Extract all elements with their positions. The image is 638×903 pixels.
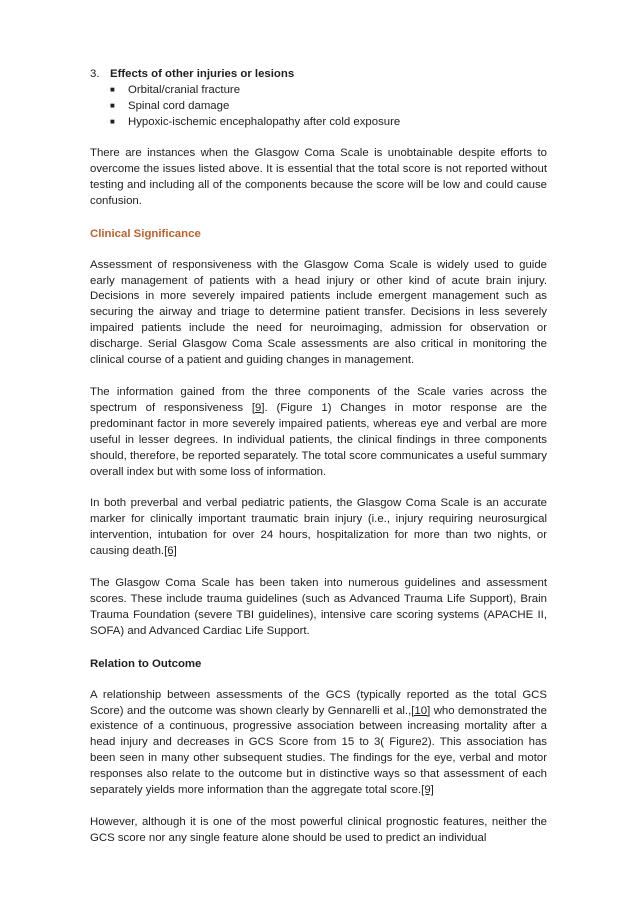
citation-link[interactable]: [10] (411, 704, 431, 717)
citation-link[interactable]: [9] (251, 401, 265, 414)
paragraph-assessment: Assessment of responsiveness with the Glasgow Coma Scale is widely used to guide early management of patients with a head injury or other kind of acute brain injury. Decisions in more severely impaired patients include emergent management such as securing the airway and triage to determine patient transfer. Decisions in less severely impaired patients include the need for neuroimaging, admission for observation or discharge. Serial Glasgow Coma Scale assessments are also critical in monitoring the clinical course of a patient and guiding changes in management. (90, 258, 547, 367)
square-bullet-icon: ■ (110, 85, 115, 94)
clinical-significance-heading: Clinical Significance (90, 227, 201, 240)
list-item-text: Spinal cord damage (128, 100, 230, 112)
paragraph-text: The information gained from the three components of the Scale varies across the spectrum of responsiveness (90, 385, 547, 414)
relation-to-outcome-heading: Relation to Outcome (90, 657, 202, 670)
list-item-text: Orbital/cranial fracture (128, 84, 241, 96)
numbered-list-heading (90, 66, 547, 82)
square-bullet-icon: ■ (110, 117, 115, 126)
paragraph-unobtainable: There are instances when the Glasgow Coma Scale is unobtainable despite efforts to overcome the issues listed above. It is essential that the total score is not reported without testing and including all of the components because the score will be low and could cause confusion. (90, 147, 547, 207)
paragraph-information (90, 385, 547, 480)
list-item-text: Hypoxic-ischemic encephalopathy after cold exposure (128, 116, 401, 128)
square-bullet-icon: ■ (110, 101, 115, 110)
list-item (110, 114, 547, 130)
paragraph-however: However, although it is one of the most powerful clinical prognostic features, neither the GCS score nor any single feature alone should be used to predict an individual (90, 816, 547, 844)
citation-link[interactable]: [9] (421, 784, 434, 797)
paragraph-text: A relationship between assessments of the GCS (typically reported as the total GCS Score) and the outcome was shown clearly by Gennarelli et al., (90, 688, 547, 717)
paragraph-text: who demonstrated the existence of a continuous, progressive association between increasing mortality after a head injury and decreases in GCS Score from 15 to 3( Figure2). This association has been seen in many other subsequent studies. The findings for the eye, verbal and motor responses also relate to the outcome but in distinctive ways so that assessment of each separately yields more information than the aggregate total score. (90, 704, 547, 797)
list-number: 3. (90, 68, 100, 80)
paragraph-text: In both preverbal and verbal pediatric patients, the Glasgow Coma Scale is an accurate marker for clinically important traumatic brain injury (i.e., injury requiring neurosurgical intervention, intubation for over 24 hours, hospitalization for more than two nights, or causing death. (90, 497, 547, 558)
paragraph-text: . (Figure 1) Changes in motor response are the predominant factor in more severely impaired patients, whereas eye and verbal are more useful in lesser degrees. In individual patients, the clinical findings in three components should, therefore, be reported separately. The total score communicates a useful summary overall index but with some loss of information. (90, 401, 547, 478)
paragraph-pediatric (90, 496, 547, 560)
paragraph-guidelines: The Glasgow Coma Scale has been taken into numerous guidelines and assessment scores. These include trauma guidelines (such as Advanced Trauma Life Support), Brain Trauma Foundation (severe TBI guidelines), intensive care scoring systems (APACHE II, SOFA) and Advanced Cardiac Life Support. (90, 577, 547, 637)
list-item (110, 98, 547, 114)
list-item (110, 82, 547, 98)
page-content (90, 66, 547, 847)
bullet-list (90, 82, 547, 130)
list-heading-title: Effects of other injuries or lesions (110, 68, 295, 80)
paragraph-outcome (90, 688, 547, 799)
citation-link[interactable]: [6] (164, 545, 177, 558)
